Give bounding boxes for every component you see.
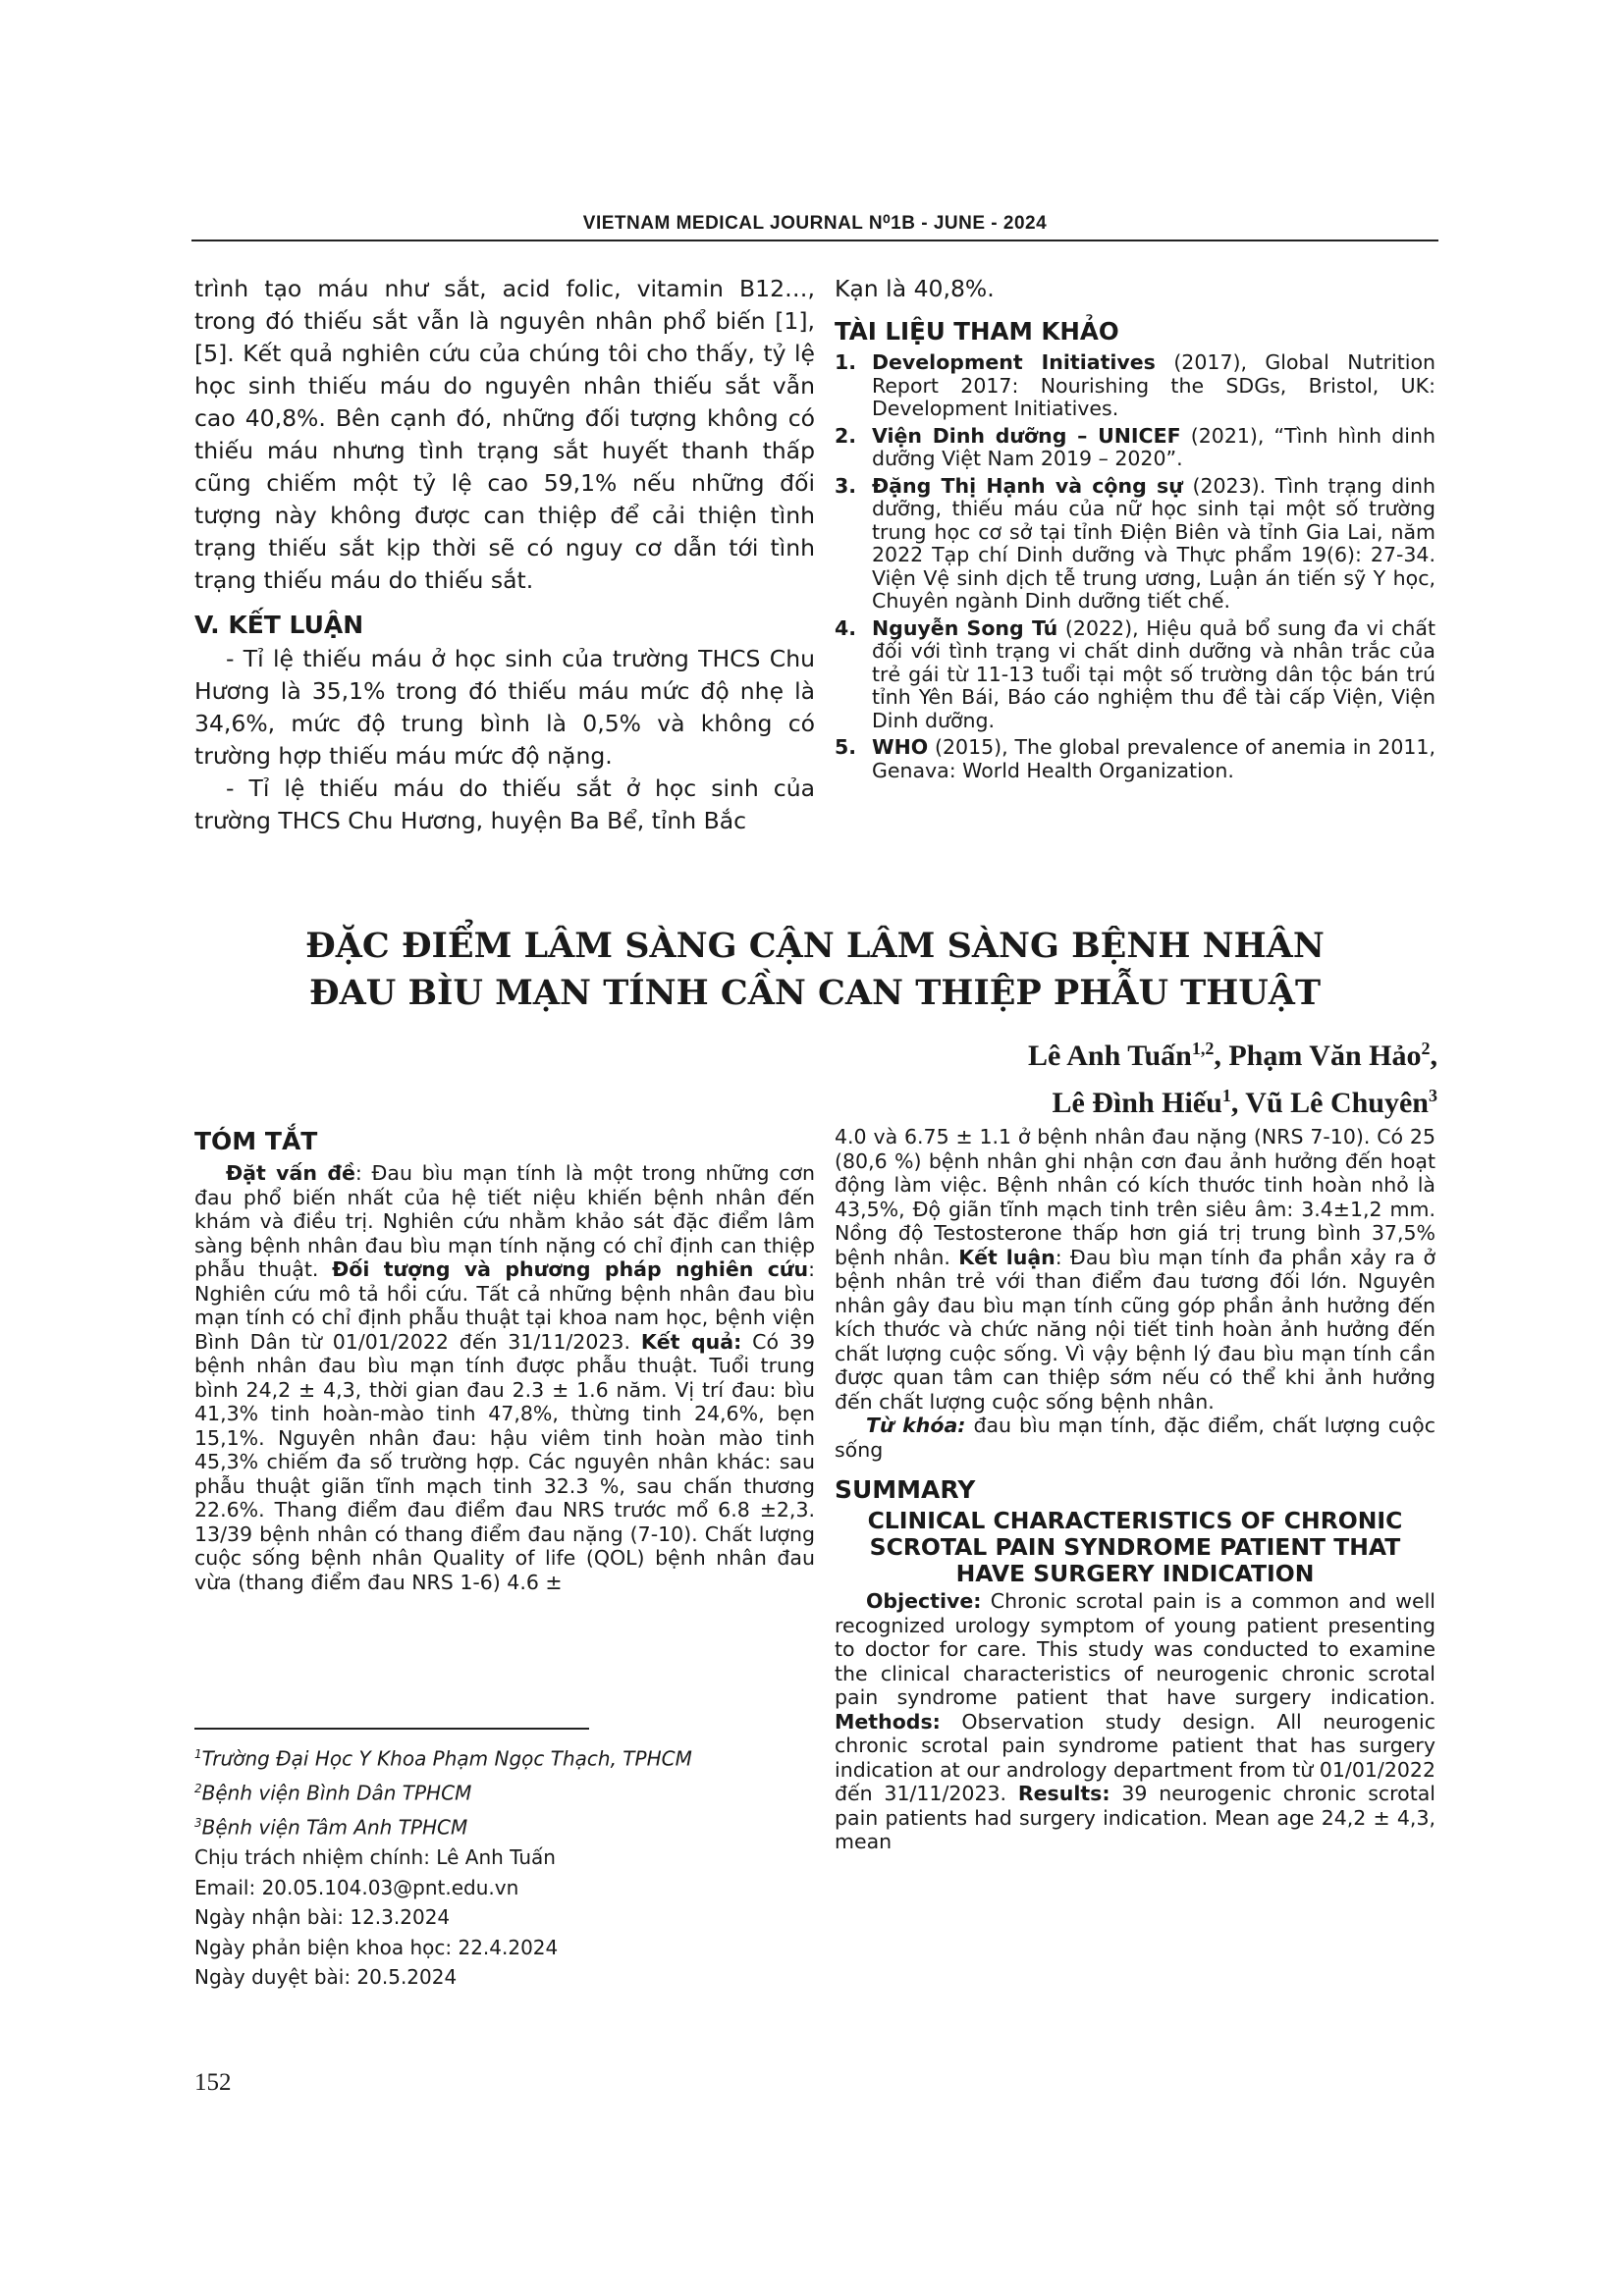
abstract-methods: : Nghiên cứu mô tả hồi cứu. Tất cả những bệnh nhân đau bìu mạn tính có chỉ định phẫu thuật tại khoa nam học, bệnh viện Bình Dân từ 01/01/2022 đến 31/11/2023. bbox=[194, 1257, 815, 1354]
abstract-continuation bbox=[835, 1125, 1435, 1414]
affiliation-1 bbox=[194, 1739, 815, 1774]
conclusion-heading: V. KẾT LUẬN bbox=[194, 611, 364, 639]
summary-results: 39 neurogenic chronic scrotal pain patients had surgery indication. Mean age 24,2 ± 4,3, mean bbox=[835, 1782, 1435, 1853]
conclusion-continuation: Kạn là 40,8%. bbox=[835, 275, 995, 302]
abstract-conclusion: : Đau bìu mạn tính đa phần xảy ra ở bệnh nhân trẻ với than điểm đau tương đối lớn. Nguyên nhân gây đau bìu mạn tính cũng góp phần ảnh hưởng đến kích thước và chức năng nội tiết tinh hoàn ảnh hưởng đến chất lượng cuộc sống. Vì vậy bệnh lý đau bìu mạn tính cần được quan tâm can thiệp sớm nếu có thể khi ảnh hưởng đến chất lượng cuộc sống bệnh nhân. bbox=[835, 1245, 1435, 1414]
author-name: Lê Đình Hiếu bbox=[1052, 1087, 1222, 1119]
reference-citation: (2021), “Tình hình dinh dưỡng Việt Nam 2019 – 2020”. bbox=[872, 423, 1435, 470]
author-name: Vũ Lê Chuyên bbox=[1245, 1087, 1429, 1119]
reference-number: 3. bbox=[835, 473, 857, 498]
reference-author: Viện Dinh dưỡng – UNICEF bbox=[872, 423, 1181, 448]
received-date: Ngày nhận bài: 12.3.2024 bbox=[194, 1905, 451, 1930]
author-line-1: Lê Anh Tuấn$^{1,2}$, Phạm Văn Hảo$^2$, bbox=[1028, 1039, 1437, 1072]
previous-article-right-column bbox=[835, 273, 1435, 786]
label-conclusion: Kết luận bbox=[958, 1245, 1056, 1269]
abstract-background: : Đau bìu mạn tính là một trong những cơn đau phổ biến nhất của hệ tiết niệu khiến bệnh nhân đến khám và điều trị. Nghiên cứu nhằm khảo sát đặc điểm lâm sàng bệnh nhân đau bìu mạn tính nặng có chỉ định can thiệp phẫu thuật. bbox=[194, 1161, 815, 1281]
reference-number: 2. bbox=[835, 423, 857, 448]
label-summary-results: Results: bbox=[1017, 1782, 1110, 1805]
reference-citation: (2023). Tình trạng dinh dưỡng, thiếu máu của nữ học sinh tại một số trường trung học cơ sở tại tỉnh Điện Biên và tỉnh Gia Lai, năm 2022 Tạp chí Dinh dưỡng và Thực phẩm 19(6): 27-34. Viện Vệ sinh dịch tễ trung ương, Luận án tiến sỹ Y học, Chuyên ngành Dinh dưỡng tiết chế. bbox=[872, 473, 1435, 613]
reference-item bbox=[835, 351, 1435, 421]
accepted-date: Ngày duyệt bài: 20.5.2024 bbox=[194, 1965, 458, 1990]
conclusion-item-2: - Tỉ lệ thiếu máu do thiếu sắt ở học sinh của trường THCS Chu Hương, huyện Ba Bể, tỉnh Bắc bbox=[194, 774, 815, 834]
abstract-left-column bbox=[194, 1127, 815, 1594]
affiliation-2 bbox=[194, 1774, 815, 1808]
footnotes bbox=[194, 1739, 815, 1993]
reference-citation: (2015), The global prevalence of anemia in 2011, Genava: World Health Organization. bbox=[872, 735, 1435, 782]
keywords: đau bìu mạn tính, đặc điểm, chất lượng cuộc sống bbox=[835, 1414, 1435, 1462]
reference-item bbox=[835, 425, 1435, 471]
page-number: 152 bbox=[194, 2069, 232, 2096]
author-name: Lê Anh Tuấn bbox=[1028, 1040, 1192, 1072]
label-objective: Objective: bbox=[866, 1589, 982, 1613]
reference-item bbox=[835, 475, 1435, 614]
reference-citation: (2017), Global Nutrition Report 2017: Nourishing the SDGs, Bristol, UK: Development Initiatives. bbox=[872, 350, 1435, 420]
author-name: Phạm Văn Hảo bbox=[1228, 1040, 1422, 1072]
author-line-2: Lê Đình Hiếu$^1$, Vũ Lê Chuyên$^3$ bbox=[1052, 1086, 1437, 1119]
journal-header: VIETNAM MEDICAL JOURNAL N⁰1B - JUNE - 2024 bbox=[582, 213, 1048, 234]
keywords-line bbox=[835, 1414, 1435, 1462]
affiliation-3 bbox=[194, 1808, 815, 1842]
affiliation-mark: 1 bbox=[194, 1747, 202, 1761]
article-title-line-1: ĐẶC ĐIỂM LÂM SÀNG CẬN LÂM SÀNG BỆNH NHÂN bbox=[305, 926, 1325, 966]
reference-text bbox=[872, 736, 1435, 782]
summary-title: CLINICAL CHARACTERISTICS OF CHRONIC SCROTAL PAIN SYNDROME PATIENT THAT HAVE SURGERY INDICATION bbox=[867, 1507, 1403, 1587]
discussion-paragraph: trình tạo máu như sắt, acid folic, vitamin B12…, trong đó thiếu sắt vẫn là nguyên nhân phổ biến [1], [5]. Kết quả nghiên cứu của chúng tôi cho thấy, tỷ lệ học sinh thiếu máu do nguyên nhân thiếu sắt vẫn cao 40,8%. Bên cạnh đó, những đối tượng không có thiếu máu nhưng tình trạng sắt huyết thanh thấp cũng chiếm một tỷ lệ cao 59,1% nếu những đối tượng này không được can thiệp để cải thiện tình trạng thiếu sắt kịp thời sẽ có nguy cơ dẫn tới tình trạng thiếu máu do thiếu sắt. bbox=[194, 275, 815, 594]
conclusion-item-1: - Tỉ lệ thiếu máu ở học sinh của trường THCS Chu Hương là 35,1% trong đó thiếu máu mức độ nhẹ là 34,6%, mức độ trung bình là 0,5% và không có trường hợp thiếu máu mức độ nặng. bbox=[194, 645, 815, 770]
summary-body bbox=[835, 1589, 1435, 1854]
header-rule bbox=[191, 240, 1438, 241]
previous-article-left-column bbox=[194, 273, 815, 837]
reference-citation: (2022), Hiệu quả bổ sung đa vi chất đối với tình trạng vi chất dinh dưỡng và nhân trắc của trẻ gái từ 11-13 tuổi tại một số trường dân tộc bán trú tỉnh Yên Bái, Báo cáo nghiệm thu đề tài cấp Viện, Viện Dinh dưỡng. bbox=[872, 615, 1435, 732]
references-heading: TÀI LIỆU THAM KHẢO bbox=[835, 317, 1119, 346]
abstract-results: Có 39 bệnh nhân đau bìu mạn tính được phẫu thuật. Tuổi trung bình 24,2 ± 4,3, thời gian đau 2.3 ± 1.6 năm. Vị trí đau: bìu 41,3% tinh hoàn-mào tinh 47,8%, thừng tinh 24,6%, bẹn 15,1%. Nguyên nhân đau: hậu viêm tinh hoàn mào tinh 45,3% chiếm đa số trường hợp. Các nguyên nhân khác: sau phẫu thuật giãn tĩnh mạch tinh 32.3 %, sau chấn thương 22.6%. Thang điểm đau điểm đau NRS trước mổ 6.8 ±2,3. 13/39 bệnh nhân có thang điểm đau nặng (7-10). Chất lượng cuộc sống bệnh nhân Quality of life (QOL) bệnh nhân đau vừa (thang điểm đau NRS 1-6) 4.6 ± bbox=[194, 1329, 815, 1594]
abstract-results-continued: 4.0 và 6.75 ± 1.1 ở bệnh nhân đau nặng (NRS 7-10). Có 25 (80,6 %) bệnh nhân ghi nhận cơn đau ảnh hưởng đến hoạt động làm việc. Bệnh nhân có kích thước tinh hoàn nhỏ là 43,5%, Độ giãn tĩnh mạch tinh trên siêu âm: 3.4±1,2 mm. Nồng độ Testosterone thấp hơn giá trị trung bình 37,5% bệnh nhân. bbox=[835, 1125, 1435, 1269]
label-summary-methods: Methods: bbox=[835, 1709, 941, 1734]
author-affiliation-mark: 1,2 bbox=[1191, 1039, 1215, 1058]
email-line: Email: 20.05.104.03@pnt.edu.vn bbox=[194, 1875, 519, 1899]
reviewed-date: Ngày phản biện khoa học: 22.4.2024 bbox=[194, 1935, 559, 1959]
label-methods: Đối tượng và phương pháp nghiên cứu bbox=[332, 1257, 809, 1281]
article-title-line-2: ĐAU BÌU MẠN TÍNH CẦN CAN THIỆP PHẪU THUẬT bbox=[309, 973, 1321, 1013]
reference-author: Đặng Thị Hạnh và cộng sự bbox=[872, 473, 1183, 498]
affiliation-text: Bệnh viện Bình Dân TPHCM bbox=[201, 1781, 472, 1805]
reference-list bbox=[835, 351, 1435, 782]
reference-text bbox=[872, 617, 1435, 733]
summary-heading: SUMMARY bbox=[835, 1475, 976, 1504]
reference-item bbox=[835, 736, 1435, 782]
reference-text bbox=[872, 475, 1435, 614]
author-affiliation-mark: 3 bbox=[1429, 1086, 1437, 1105]
corresponding-author: Chịu trách nhiệm chính: Lê Anh Tuấn bbox=[194, 1845, 556, 1870]
author-affiliation-mark: 2 bbox=[1421, 1039, 1431, 1058]
abstract-heading: TÓM TẮT bbox=[194, 1127, 318, 1155]
reference-number: 5. bbox=[835, 735, 857, 759]
label-background: Đặt vấn đề bbox=[226, 1161, 355, 1185]
label-results: Kết quả: bbox=[640, 1329, 742, 1354]
reference-author: Nguyễn Song Tú bbox=[872, 615, 1058, 640]
summary-objective: Chronic scrotal pain is a common and well recognized urology symptom of young patient presenting to doctor for care. This study was conducted to examine the clinical characteristics of neurogenic chronic scrotal pain syndrome patient that have surgery indication. bbox=[835, 1589, 1435, 1709]
affiliation-mark: 3 bbox=[194, 1816, 202, 1831]
author-list bbox=[785, 1029, 1437, 1123]
author-affiliation-mark: 1 bbox=[1221, 1086, 1231, 1105]
reference-text bbox=[872, 351, 1435, 421]
affiliation-text: Bệnh viện Tâm Anh TPHCM bbox=[201, 1815, 468, 1840]
reference-number: 4. bbox=[835, 615, 857, 640]
reference-number: 1. bbox=[835, 350, 857, 374]
footnote-rule bbox=[194, 1728, 589, 1730]
reference-author: Development Initiatives bbox=[872, 350, 1156, 374]
affiliation-mark: 2 bbox=[194, 1782, 202, 1796]
summary-methods: Observation study design. All neurogenic chronic scrotal pain syndrome patient that has surgery indication at our andrology department from từ 01/01/2022 đến 31/11/2023. bbox=[835, 1709, 1435, 1805]
reference-item bbox=[835, 617, 1435, 733]
abstract-right-column bbox=[835, 1125, 1435, 1854]
reference-text bbox=[872, 425, 1435, 471]
reference-author: WHO bbox=[872, 735, 929, 759]
label-keywords: Từ khóa: bbox=[866, 1414, 966, 1437]
affiliation-text: Trường Đại Học Y Khoa Phạm Ngọc Thạch, TPHCM bbox=[201, 1746, 692, 1771]
article-title bbox=[191, 923, 1438, 1017]
abstract-body bbox=[194, 1161, 815, 1594]
